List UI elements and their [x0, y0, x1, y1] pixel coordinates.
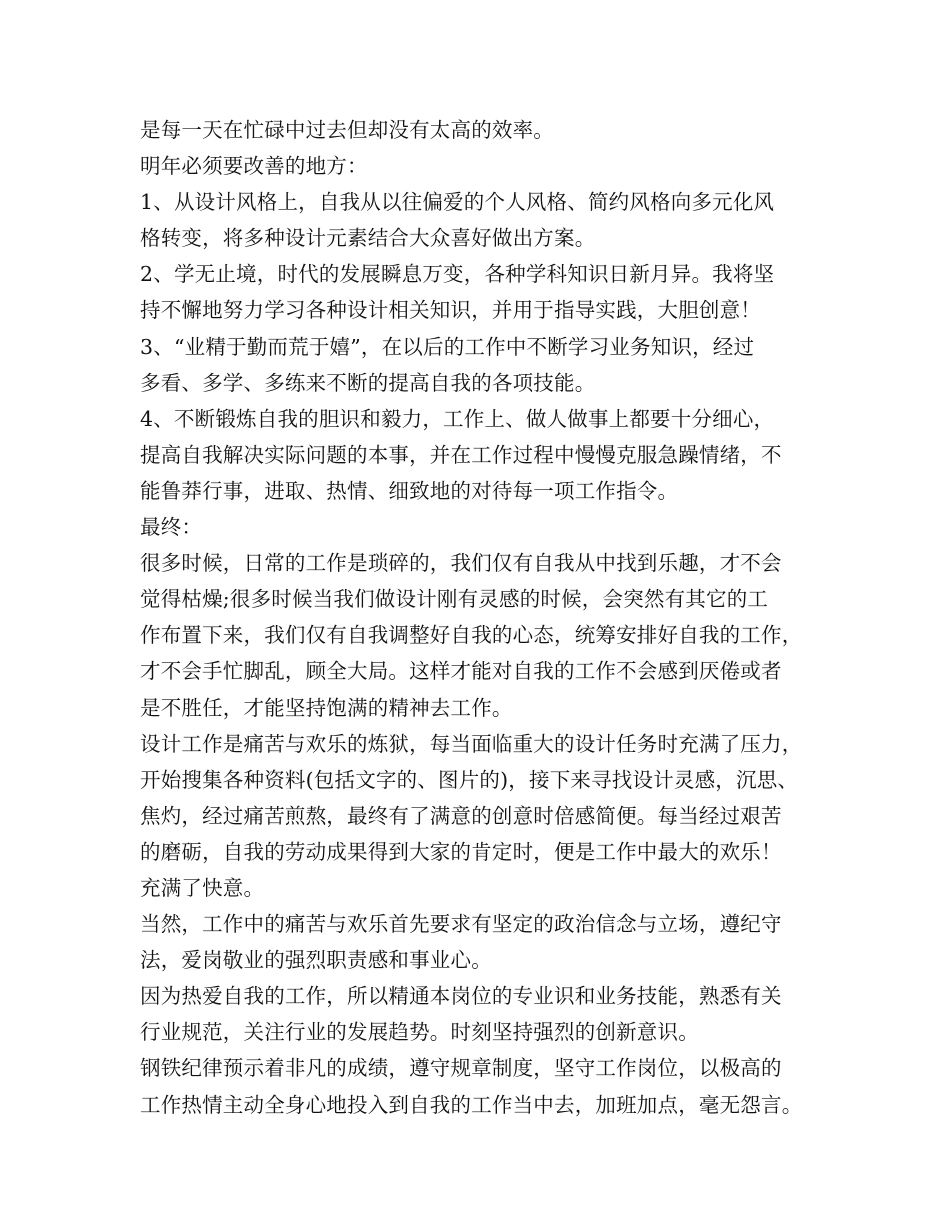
text-line: 是每一天在忙碌中过去但却没有太高的效率。 — [140, 118, 554, 142]
text-line: 钢铁纪律预示着非凡的成绩，遵守规章制度，坚守工作岗位，以极高的 — [140, 1056, 782, 1081]
text-line: 3、“业精于勤而荒于嬉”，在以后的工作中不断学习业务知识，经过 — [140, 334, 755, 359]
document-body — [140, 112, 840, 1123]
text-line: 觉得枯燥;很多时候当我们做设计刚有灵感的时候，会突然有其它的工 — [140, 587, 769, 612]
text-line: 才不会手忙脚乱，顾全大局。这样才能对自我的工作不会感到厌倦或者 — [140, 659, 782, 684]
text-line: 法，爱岗敬业的强烈职责感和事业心。 — [140, 948, 492, 973]
text-line: 开始搜集各种资料(包括文字的、图片的)，接下来寻找设计灵感，沉思、 — [140, 767, 799, 792]
text-line: 工作热情主动全身心地投入到自我的工作当中去，加班加点，毫无怨言。 — [140, 1092, 803, 1117]
text-line: 是不胜任，才能坚持饱满的精神去工作。 — [140, 695, 513, 720]
text-line: 提高自我解决实际问题的本事，并在工作过程中慢慢克服急躁情绪，不 — [140, 442, 782, 467]
text-line: 多看、多学、多练来不断的提高自我的各项技能。 — [140, 370, 596, 395]
text-line: 作布置下来，我们仅有自我调整好自我的心态，统筹安排好自我的工作， — [140, 623, 803, 648]
text-line: 能鲁莽行事，进取、热情、细致地的对待每一项工作指令。 — [140, 478, 679, 503]
text-line: 的磨砺，自我的劳动成果得到大家的肯定时，便是工作中最大的欢乐！ — [140, 839, 782, 864]
text-line: 4、不断锻炼自我的胆识和毅力，工作上、做人做事上都要十分细心， — [140, 406, 775, 431]
text-line: 设计工作是痛苦与欢乐的炼狱，每当面临重大的设计任务时充满了压力， — [140, 731, 803, 756]
text-line: 焦灼，经过痛苦煎熬，最终有了满意的创意时倍感简便。每当经过艰苦 — [140, 803, 782, 828]
text-line: 充满了快意。 — [140, 875, 265, 900]
text-line: 行业规范，关注行业的发展趋势。时刻坚持强烈的创新意识。 — [140, 1020, 699, 1045]
text-line: 最终： — [140, 515, 203, 540]
text-line: 因为热爱自我的工作，所以精通本岗位的专业识和业务技能，熟悉有关 — [140, 984, 782, 1009]
text-line: 2、学无止境，时代的发展瞬息万变，各种学科知识日新月异。我将坚 — [140, 262, 775, 287]
text-line: 1、从设计风格上，自我从以往偏爱的个人风格、简约风格向多元化风 — [140, 190, 775, 215]
text-line: 持不懈地努力学习各种设计相关知识，并用于指导实践，大胆创意！ — [140, 298, 761, 323]
text-line: 当然，工作中的痛苦与欢乐首先要求有坚定的政治信念与立场，遵纪守 — [140, 912, 782, 937]
text-line: 很多时候，日常的工作是琐碎的，我们仅有自我从中找到乐趣，才不会 — [140, 551, 782, 576]
text-line: 格转变，将多种设计元素结合大众喜好做出方案。 — [140, 226, 596, 251]
text-line: 明年必须要改善的地方： — [140, 154, 368, 179]
